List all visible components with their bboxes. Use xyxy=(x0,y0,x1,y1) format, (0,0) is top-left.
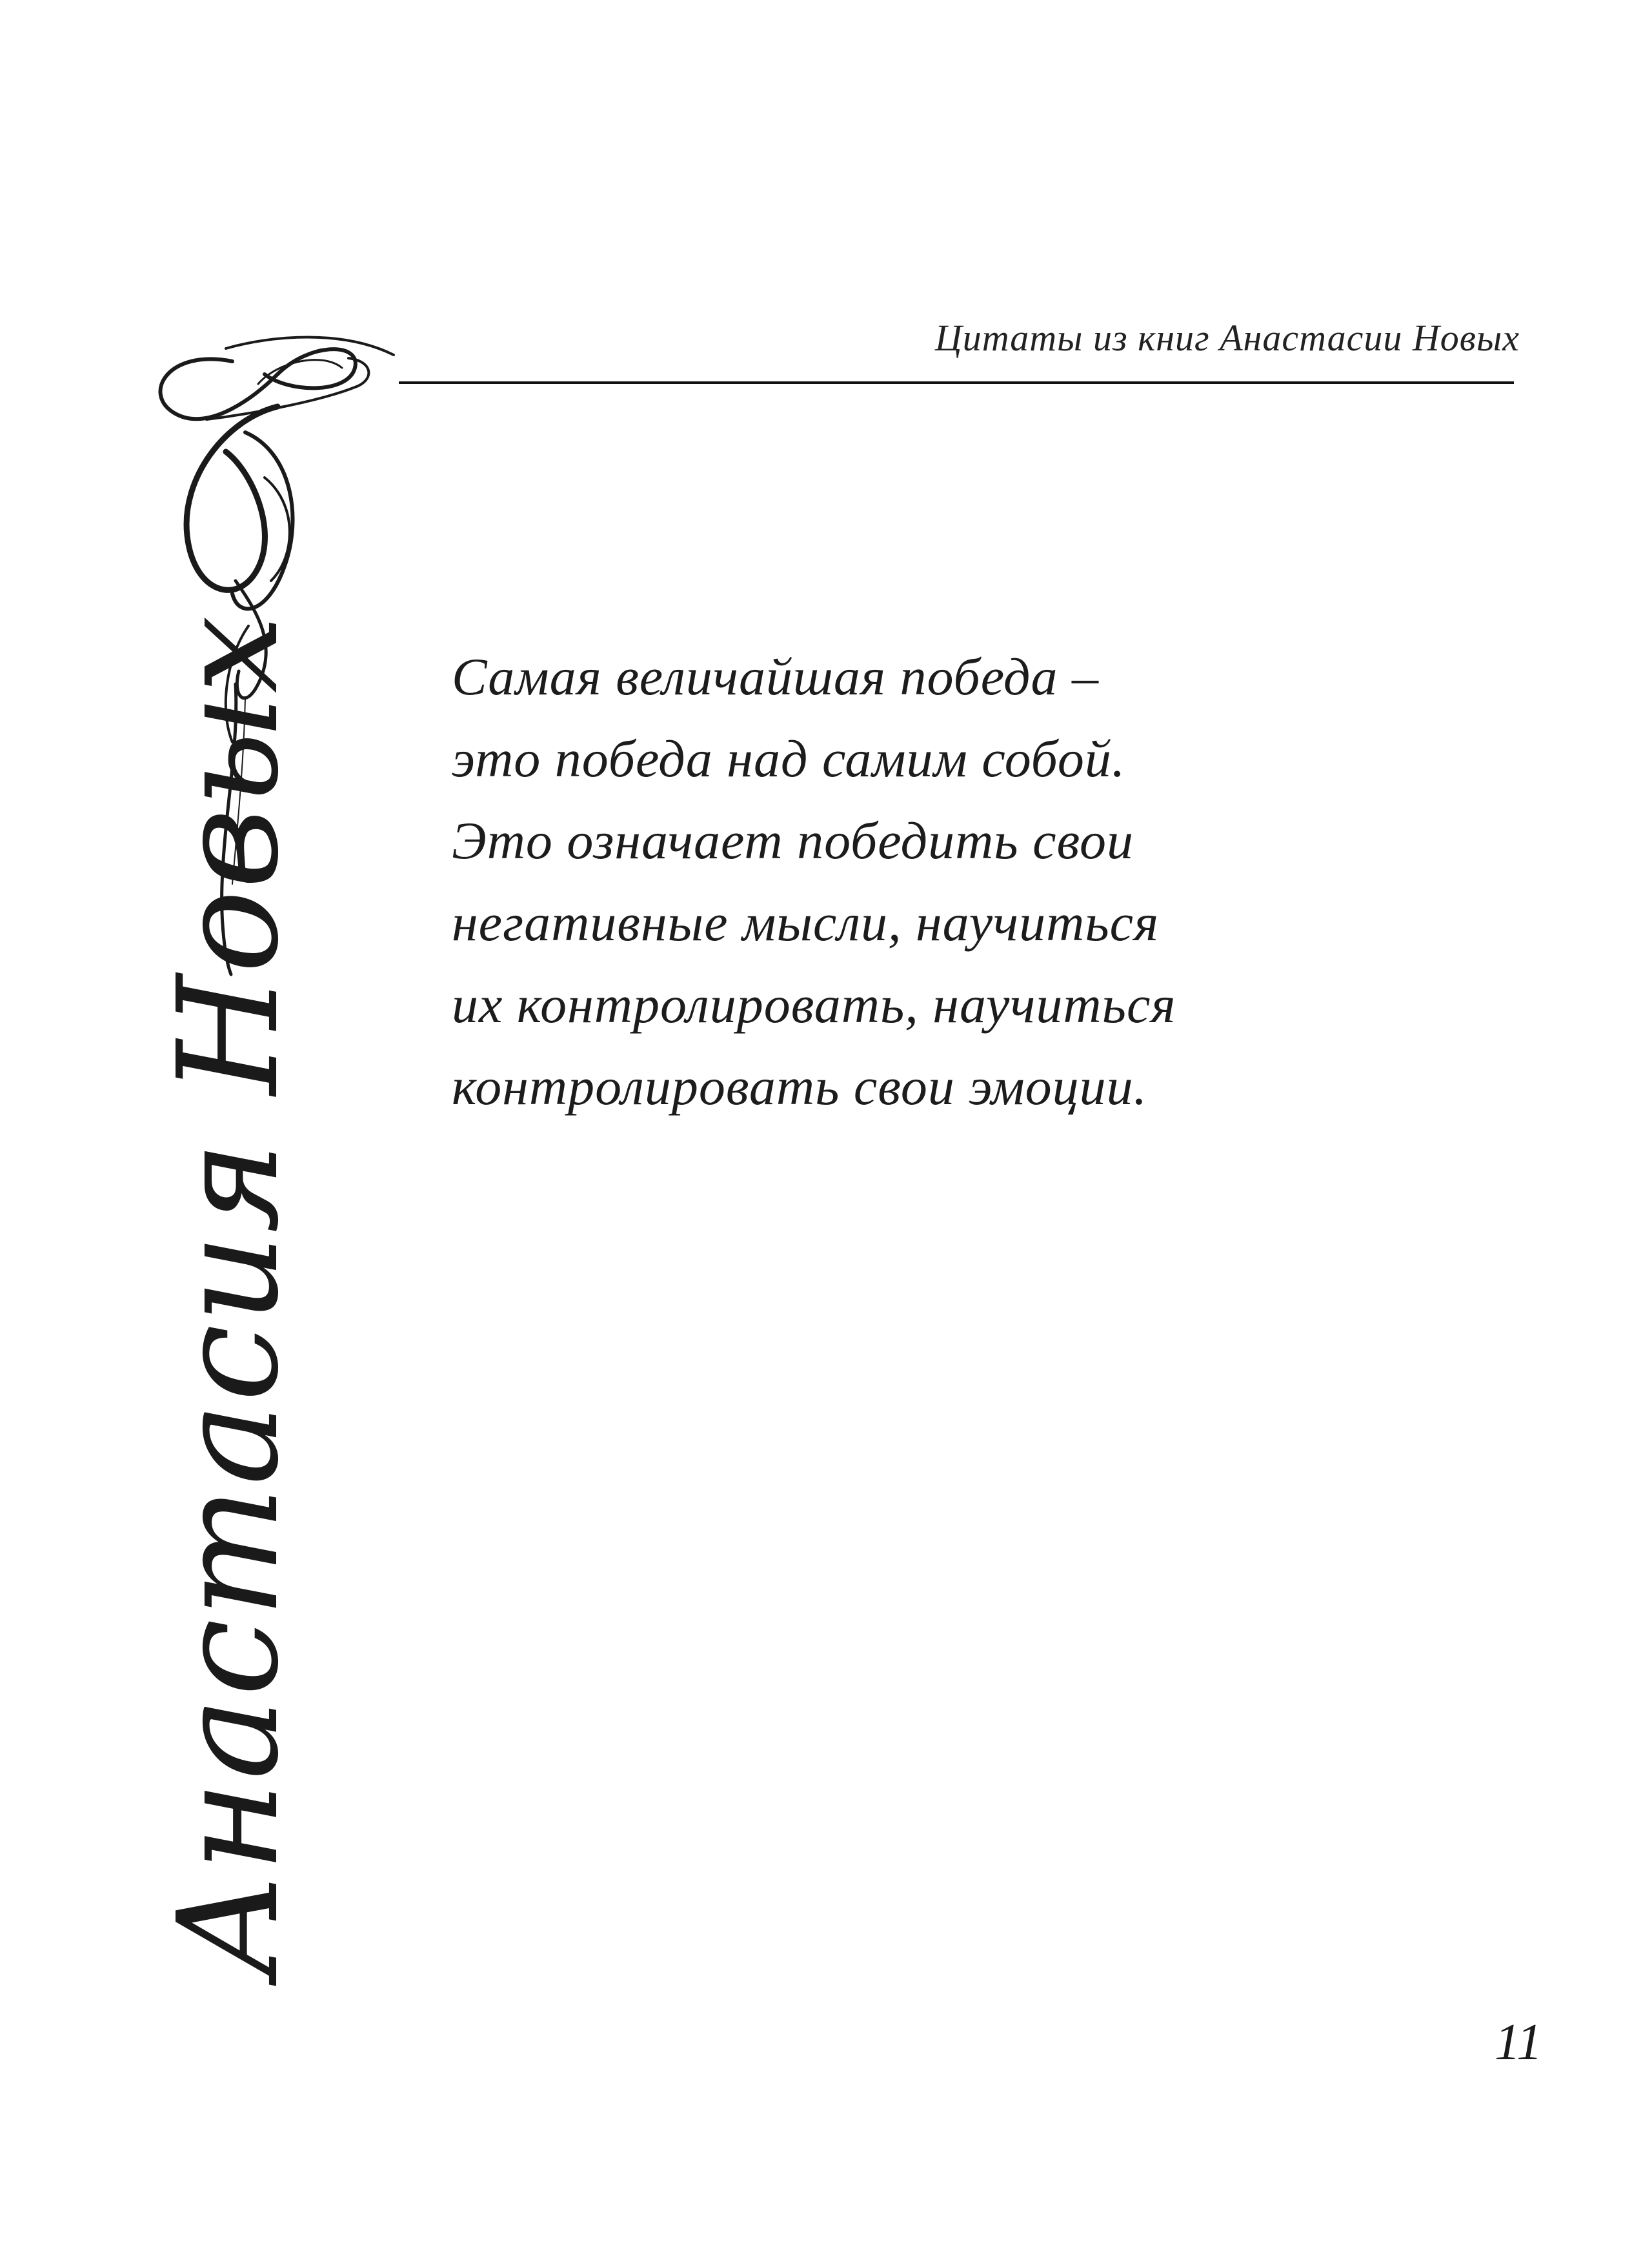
quote-line: контролировать свои эмоции. xyxy=(452,1057,1148,1116)
author-name-vertical: Анастасия Новых xyxy=(148,614,309,1978)
quote-line: Самая величайшая победа – xyxy=(452,647,1100,706)
quote-line: их контролировать, научиться xyxy=(452,975,1176,1034)
header-rule xyxy=(399,381,1514,384)
quote-block xyxy=(452,636,1420,1127)
quote-line: негативные мысли, научиться xyxy=(452,893,1160,952)
page-number: 11 xyxy=(1494,2014,1542,2071)
quote-line: Это означает победить свои xyxy=(452,811,1134,870)
running-header: Цитаты из книг Анастасии Новых xyxy=(934,317,1520,359)
quote-line: это победа над самим собой. xyxy=(452,729,1126,788)
